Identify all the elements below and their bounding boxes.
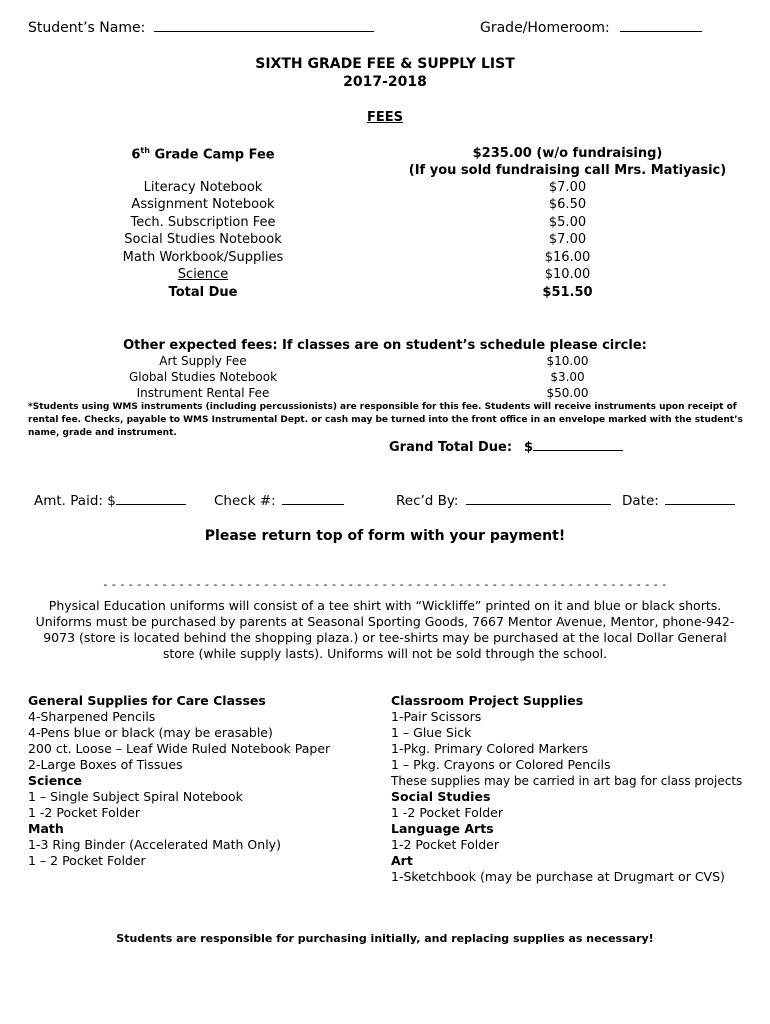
fee-amount: $7.00 [548, 180, 587, 195]
list-item: 1 – Pkg. Crayons or Colored Pencils [391, 757, 611, 772]
list-item: 1-2 Pocket Folder [391, 837, 499, 852]
student-name-label: Student’s Name: [28, 20, 146, 36]
student-name-line[interactable] [154, 30, 374, 32]
received-by-field[interactable] [396, 493, 611, 509]
pe-uniform-notice: Physical Education uniforms will consist of a tee shirt with “Wickliffe” printed on it and blue or black shorts. Uniforms must be purchased by parents at Seasonal Sporting Goods, 7667 Mentor Avenue, Mentor, phone-942-9073 (store is located behind the shopping plaza.) or tee-shirts may be purchased at the local Dollar General store (while supply lasts). Uniforms will not be sold through the school. [35, 598, 735, 661]
fee-row [0, 180, 770, 198]
grade-homeroom-field[interactable] [480, 20, 702, 36]
list-item: Social Studies [391, 789, 491, 804]
grand-total-line[interactable] [533, 449, 623, 451]
list-item: These supplies may be carried in art bag for class projects [391, 774, 743, 788]
grade-homeroom-line[interactable] [620, 30, 702, 32]
list-item: 1 -2 Pocket Folder [28, 805, 140, 820]
date-label: Date: [622, 493, 659, 509]
fee-label: Tech. Subscription Fee [130, 215, 276, 230]
return-notice: Please return top of form with your payment! [204, 528, 566, 544]
list-item: Science [28, 773, 82, 788]
fee-row [0, 197, 770, 215]
page-title: SIXTH GRADE FEE & SUPPLY LIST [255, 56, 515, 72]
list-item: 1 – Glue Sick [391, 725, 472, 740]
check-number-line[interactable] [282, 503, 344, 505]
amount-paid-field[interactable] [34, 493, 186, 509]
received-by-line[interactable] [466, 503, 611, 505]
total-due-amount: $51.50 [542, 285, 593, 300]
fee-label: Social Studies Notebook [124, 232, 282, 247]
list-item: 1-Pair Scissors [391, 709, 482, 724]
grade-homeroom-label: Grade/Homeroom: [480, 20, 610, 36]
other-fee-row[interactable] [0, 354, 770, 370]
school-year: 2017-2018 [343, 74, 427, 90]
list-item: Math [28, 821, 64, 836]
fee-row [0, 250, 770, 268]
footer-notice: Students are responsible for purchasing initially, and replacing supplies as necessary! [116, 932, 654, 945]
other-fee-row[interactable] [0, 386, 770, 402]
list-item: General Supplies for Care Classes [28, 693, 266, 708]
received-by-label: Rec’d By: [396, 493, 459, 509]
list-item: 4-Sharpened Pencils [28, 709, 156, 724]
camp-fee-amount: $235.00 (w/o fundraising) [472, 146, 663, 161]
list-item: Language Arts [391, 821, 494, 836]
fee-amount: $5.00 [548, 215, 587, 230]
fee-amount: $6.50 [548, 197, 587, 212]
total-due-label: Total Due [168, 285, 238, 300]
fee-amount: $16.00 [544, 250, 591, 265]
fee-row [0, 215, 770, 233]
list-item: 4-Pens blue or black (may be erasable) [28, 725, 273, 740]
list-item: 1-Sketchbook (may be purchase at Drugmart or CVS) [391, 869, 725, 884]
other-fee-amount: $50.00 [546, 386, 589, 400]
list-item: 1 -2 Pocket Folder [391, 805, 503, 820]
grand-total-label: Grand Total Due: [389, 440, 513, 455]
other-fee-label: Instrument Rental Fee [136, 386, 270, 400]
supplies-list-right [391, 693, 742, 885]
fees-heading: FEES [366, 110, 403, 125]
camp-fee-note-row [0, 163, 770, 181]
fee-row [0, 267, 770, 285]
fee-row [0, 232, 770, 250]
list-item: 1-3 Ring Binder (Accelerated Math Only) [28, 837, 281, 852]
student-name-field[interactable] [28, 20, 374, 36]
list-item: 200 ct. Loose – Leaf Wide Ruled Notebook Paper [28, 741, 331, 756]
other-fee-label: Global Studies Notebook [128, 370, 278, 384]
amount-paid-line[interactable] [116, 503, 186, 505]
other-fee-amount: $3.00 [550, 370, 585, 384]
list-item: Art [391, 853, 413, 868]
fee-label: Science [177, 267, 229, 282]
tear-line-divider: - - - - - - - - - - - - - - - - - - - - - - - - - - - - - - - - - - - - - - - - - - - - - - - - - - - - - - - - - - - - - - - - - - - [103, 578, 667, 591]
camp-fee-row [0, 146, 770, 164]
other-fee-label: Art Supply Fee [159, 354, 247, 368]
list-item: 1 – Single Subject Spiral Notebook [28, 789, 243, 804]
date-field[interactable] [622, 493, 735, 509]
other-fees-heading: Other expected fees: If classes are on student’s schedule please circle: [123, 338, 647, 353]
fee-label: Literacy Notebook [143, 180, 263, 195]
supplies-list-left [28, 693, 330, 869]
total-due-row [0, 285, 770, 303]
camp-fee-label: 6th Grade Camp Fee [131, 146, 275, 163]
amount-paid-label: Amt. Paid: $ [34, 493, 116, 509]
other-fee-row[interactable] [0, 370, 770, 386]
check-number-label: Check #: [214, 493, 276, 509]
grand-total-currency: $ [524, 440, 534, 455]
camp-fee-note: (If you sold fundraising call Mrs. Matiyasic) [408, 163, 727, 178]
list-item: 2-Large Boxes of Tissues [28, 757, 183, 772]
grand-total-field[interactable] [524, 440, 623, 455]
fee-label: Assignment Notebook [131, 197, 275, 212]
instrument-note: *Students using WMS instruments (including percussionists) are responsible for this fee. Students will receive instruments upon receipt of rental fee. Checks, payable to WMS Instrumental Dept. or cash may be turned into the front office in an envelope marked with the student’s name, grade and instrument. [28, 402, 743, 438]
check-number-field[interactable] [214, 493, 344, 509]
fee-amount: $10.00 [544, 267, 591, 282]
list-item: 1 – 2 Pocket Folder [28, 853, 146, 868]
fee-label: Math Workbook/Supplies [122, 250, 284, 265]
date-line[interactable] [665, 503, 735, 505]
list-item: 1-Pkg. Primary Colored Markers [391, 741, 589, 756]
other-fee-amount: $10.00 [546, 354, 589, 368]
list-item: Classroom Project Supplies [391, 693, 584, 708]
fee-amount: $7.00 [548, 232, 587, 247]
